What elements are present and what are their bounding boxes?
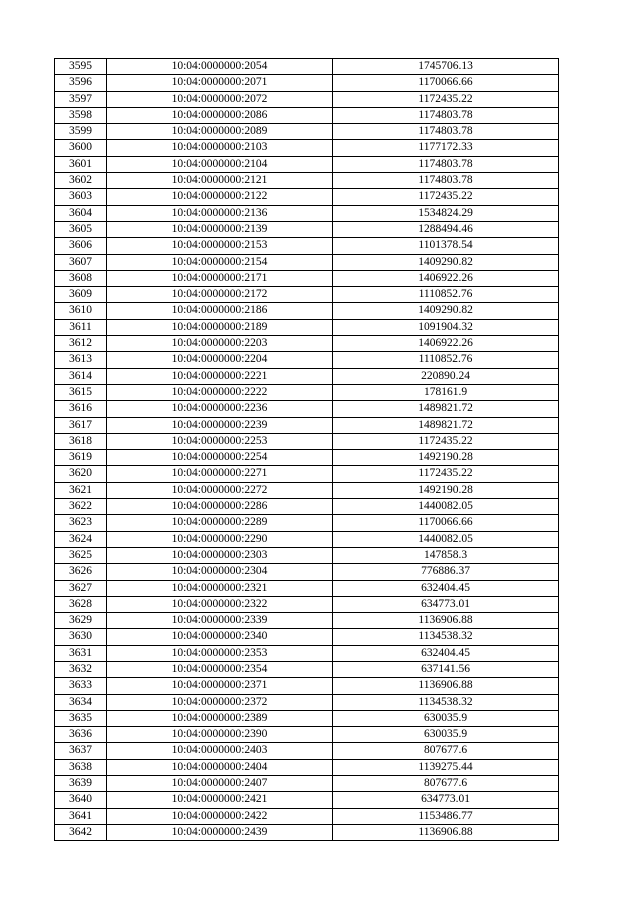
value-cell: 1492190.28 [333, 450, 559, 466]
table-row [55, 629, 559, 645]
row-number-cell: 3602 [55, 173, 107, 189]
value-cell: 1134538.32 [333, 629, 559, 645]
value-cell: 807677.6 [333, 743, 559, 759]
table-row [55, 75, 559, 91]
row-number-cell: 3616 [55, 401, 107, 417]
cadastral-number-cell: 10:04:0000000:2354 [107, 661, 333, 677]
value-cell: 1406922.26 [333, 336, 559, 352]
value-cell: 1101378.54 [333, 238, 559, 254]
table-row [55, 59, 559, 75]
value-cell: 632404.45 [333, 645, 559, 661]
value-cell: 1174803.78 [333, 173, 559, 189]
table-row [55, 824, 559, 840]
value-cell: 1091904.32 [333, 319, 559, 335]
row-number-cell: 3627 [55, 580, 107, 596]
cadastral-number-cell: 10:04:0000000:2153 [107, 238, 333, 254]
cadastral-number-cell: 10:04:0000000:2421 [107, 792, 333, 808]
table-row [55, 433, 559, 449]
table-row [55, 124, 559, 140]
value-cell: 1172435.22 [333, 466, 559, 482]
cadastral-number-cell: 10:04:0000000:2186 [107, 303, 333, 319]
cadastral-number-cell: 10:04:0000000:2121 [107, 173, 333, 189]
table-row [55, 515, 559, 531]
cadastral-value-table [54, 58, 559, 841]
row-number-cell: 3609 [55, 287, 107, 303]
row-number-cell: 3628 [55, 596, 107, 612]
value-cell: 1440082.05 [333, 531, 559, 547]
row-number-cell: 3635 [55, 710, 107, 726]
table-row [55, 384, 559, 400]
table-row [55, 189, 559, 205]
table-row [55, 466, 559, 482]
cadastral-number-cell: 10:04:0000000:2272 [107, 482, 333, 498]
cadastral-number-cell: 10:04:0000000:2403 [107, 743, 333, 759]
row-number-cell: 3606 [55, 238, 107, 254]
table-row [55, 450, 559, 466]
cadastral-number-cell: 10:04:0000000:2339 [107, 613, 333, 629]
row-number-cell: 3607 [55, 254, 107, 270]
table-row [55, 580, 559, 596]
table-row [55, 613, 559, 629]
cadastral-number-cell: 10:04:0000000:2290 [107, 531, 333, 547]
table-row [55, 368, 559, 384]
row-number-cell: 3638 [55, 759, 107, 775]
table-row [55, 205, 559, 221]
row-number-cell: 3632 [55, 661, 107, 677]
table-row [55, 808, 559, 824]
value-cell: 1136906.88 [333, 613, 559, 629]
cadastral-number-cell: 10:04:0000000:2136 [107, 205, 333, 221]
value-cell: 220890.24 [333, 368, 559, 384]
value-cell: 1288494.46 [333, 221, 559, 237]
row-number-cell: 3611 [55, 319, 107, 335]
value-cell: 1139275.44 [333, 759, 559, 775]
row-number-cell: 3621 [55, 482, 107, 498]
table-row [55, 743, 559, 759]
cadastral-number-cell: 10:04:0000000:2389 [107, 710, 333, 726]
table-row [55, 401, 559, 417]
table-row [55, 499, 559, 515]
cadastral-number-cell: 10:04:0000000:2422 [107, 808, 333, 824]
table-row [55, 531, 559, 547]
table-row [55, 173, 559, 189]
row-number-cell: 3618 [55, 433, 107, 449]
cadastral-number-cell: 10:04:0000000:2103 [107, 140, 333, 156]
row-number-cell: 3600 [55, 140, 107, 156]
row-number-cell: 3640 [55, 792, 107, 808]
value-cell: 1134538.32 [333, 694, 559, 710]
table-row [55, 564, 559, 580]
cadastral-number-cell: 10:04:0000000:2104 [107, 156, 333, 172]
row-number-cell: 3631 [55, 645, 107, 661]
value-cell: 634773.01 [333, 596, 559, 612]
cadastral-number-cell: 10:04:0000000:2172 [107, 287, 333, 303]
value-cell: 1409290.82 [333, 303, 559, 319]
row-number-cell: 3613 [55, 352, 107, 368]
table-row [55, 759, 559, 775]
cadastral-number-cell: 10:04:0000000:2286 [107, 499, 333, 515]
row-number-cell: 3623 [55, 515, 107, 531]
row-number-cell: 3603 [55, 189, 107, 205]
cadastral-number-cell: 10:04:0000000:2289 [107, 515, 333, 531]
value-cell: 1172435.22 [333, 91, 559, 107]
cadastral-number-cell: 10:04:0000000:2139 [107, 221, 333, 237]
table-row [55, 678, 559, 694]
table-row [55, 270, 559, 286]
row-number-cell: 3619 [55, 450, 107, 466]
value-cell: 178161.9 [333, 384, 559, 400]
cadastral-number-cell: 10:04:0000000:2303 [107, 547, 333, 563]
value-cell: 1489821.72 [333, 401, 559, 417]
value-cell: 1534824.29 [333, 205, 559, 221]
row-number-cell: 3624 [55, 531, 107, 547]
cadastral-number-cell: 10:04:0000000:2407 [107, 776, 333, 792]
cadastral-number-cell: 10:04:0000000:2353 [107, 645, 333, 661]
value-cell: 632404.45 [333, 580, 559, 596]
row-number-cell: 3629 [55, 613, 107, 629]
row-number-cell: 3626 [55, 564, 107, 580]
value-cell: 1489821.72 [333, 417, 559, 433]
table-row [55, 776, 559, 792]
cadastral-number-cell: 10:04:0000000:2204 [107, 352, 333, 368]
row-number-cell: 3630 [55, 629, 107, 645]
cadastral-number-cell: 10:04:0000000:2054 [107, 59, 333, 75]
value-cell: 1745706.13 [333, 59, 559, 75]
value-cell: 630035.9 [333, 710, 559, 726]
cadastral-number-cell: 10:04:0000000:2236 [107, 401, 333, 417]
table-row [55, 336, 559, 352]
row-number-cell: 3642 [55, 824, 107, 840]
table-body [55, 59, 559, 841]
cadastral-number-cell: 10:04:0000000:2122 [107, 189, 333, 205]
value-cell: 1172435.22 [333, 433, 559, 449]
table-row [55, 91, 559, 107]
cadastral-number-cell: 10:04:0000000:2372 [107, 694, 333, 710]
row-number-cell: 3605 [55, 221, 107, 237]
value-cell: 1492190.28 [333, 482, 559, 498]
cadastral-number-cell: 10:04:0000000:2340 [107, 629, 333, 645]
row-number-cell: 3608 [55, 270, 107, 286]
cadastral-number-cell: 10:04:0000000:2404 [107, 759, 333, 775]
table-row [55, 596, 559, 612]
cadastral-number-cell: 10:04:0000000:2221 [107, 368, 333, 384]
table-row [55, 482, 559, 498]
table-row [55, 417, 559, 433]
row-number-cell: 3598 [55, 107, 107, 123]
value-cell: 1136906.88 [333, 824, 559, 840]
row-number-cell: 3597 [55, 91, 107, 107]
table-row [55, 221, 559, 237]
row-number-cell: 3634 [55, 694, 107, 710]
table-row [55, 140, 559, 156]
row-number-cell: 3633 [55, 678, 107, 694]
value-cell: 1177172.33 [333, 140, 559, 156]
row-number-cell: 3620 [55, 466, 107, 482]
cadastral-number-cell: 10:04:0000000:2271 [107, 466, 333, 482]
table-row [55, 254, 559, 270]
cadastral-number-cell: 10:04:0000000:2086 [107, 107, 333, 123]
value-cell: 630035.9 [333, 727, 559, 743]
table-row [55, 694, 559, 710]
table-row [55, 303, 559, 319]
value-cell: 807677.6 [333, 776, 559, 792]
table-row [55, 710, 559, 726]
cadastral-number-cell: 10:04:0000000:2089 [107, 124, 333, 140]
cadastral-number-cell: 10:04:0000000:2203 [107, 336, 333, 352]
value-cell: 776886.37 [333, 564, 559, 580]
value-cell: 1110852.76 [333, 352, 559, 368]
table-row [55, 107, 559, 123]
table-row [55, 727, 559, 743]
table-row [55, 792, 559, 808]
cadastral-number-cell: 10:04:0000000:2239 [107, 417, 333, 433]
cadastral-number-cell: 10:04:0000000:2253 [107, 433, 333, 449]
value-cell: 1174803.78 [333, 107, 559, 123]
value-cell: 1174803.78 [333, 156, 559, 172]
cadastral-number-cell: 10:04:0000000:2189 [107, 319, 333, 335]
row-number-cell: 3639 [55, 776, 107, 792]
cadastral-number-cell: 10:04:0000000:2371 [107, 678, 333, 694]
row-number-cell: 3599 [55, 124, 107, 140]
cadastral-number-cell: 10:04:0000000:2071 [107, 75, 333, 91]
value-cell: 1409290.82 [333, 254, 559, 270]
value-cell: 1170066.66 [333, 515, 559, 531]
table-row [55, 352, 559, 368]
table-row [55, 287, 559, 303]
row-number-cell: 3604 [55, 205, 107, 221]
table-row [55, 319, 559, 335]
value-cell: 1170066.66 [333, 75, 559, 91]
cadastral-number-cell: 10:04:0000000:2222 [107, 384, 333, 400]
value-cell: 1406922.26 [333, 270, 559, 286]
cadastral-number-cell: 10:04:0000000:2254 [107, 450, 333, 466]
cadastral-number-cell: 10:04:0000000:2304 [107, 564, 333, 580]
value-cell: 634773.01 [333, 792, 559, 808]
row-number-cell: 3625 [55, 547, 107, 563]
row-number-cell: 3614 [55, 368, 107, 384]
row-number-cell: 3641 [55, 808, 107, 824]
value-cell: 1174803.78 [333, 124, 559, 140]
table-row [55, 547, 559, 563]
row-number-cell: 3595 [55, 59, 107, 75]
value-cell: 1172435.22 [333, 189, 559, 205]
cadastral-number-cell: 10:04:0000000:2321 [107, 580, 333, 596]
table-row [55, 156, 559, 172]
cadastral-number-cell: 10:04:0000000:2154 [107, 254, 333, 270]
row-number-cell: 3617 [55, 417, 107, 433]
cadastral-number-cell: 10:04:0000000:2072 [107, 91, 333, 107]
cadastral-number-cell: 10:04:0000000:2439 [107, 824, 333, 840]
table-row [55, 238, 559, 254]
row-number-cell: 3596 [55, 75, 107, 91]
row-number-cell: 3636 [55, 727, 107, 743]
value-cell: 1153486.77 [333, 808, 559, 824]
table-row [55, 645, 559, 661]
row-number-cell: 3615 [55, 384, 107, 400]
row-number-cell: 3610 [55, 303, 107, 319]
cadastral-number-cell: 10:04:0000000:2390 [107, 727, 333, 743]
value-cell: 147858.3 [333, 547, 559, 563]
value-cell: 1440082.05 [333, 499, 559, 515]
row-number-cell: 3637 [55, 743, 107, 759]
row-number-cell: 3622 [55, 499, 107, 515]
cadastral-number-cell: 10:04:0000000:2171 [107, 270, 333, 286]
cadastral-number-cell: 10:04:0000000:2322 [107, 596, 333, 612]
value-cell: 637141.56 [333, 661, 559, 677]
row-number-cell: 3601 [55, 156, 107, 172]
table-row [55, 661, 559, 677]
value-cell: 1110852.76 [333, 287, 559, 303]
value-cell: 1136906.88 [333, 678, 559, 694]
row-number-cell: 3612 [55, 336, 107, 352]
